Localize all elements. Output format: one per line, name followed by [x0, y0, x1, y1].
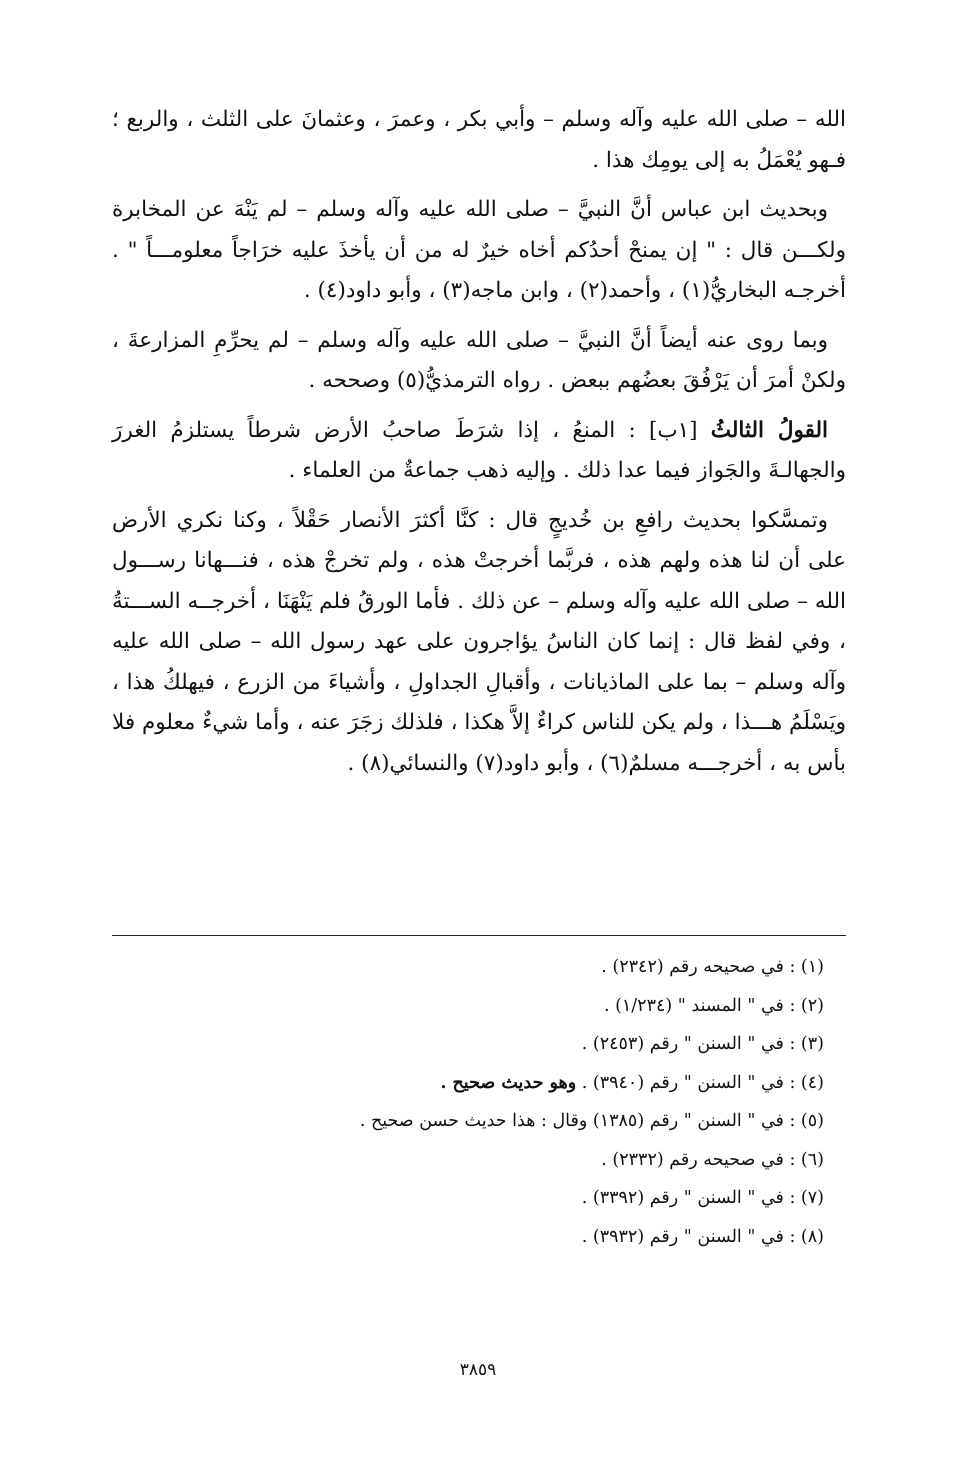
- footnotes: [112, 948, 846, 1256]
- footnote: (٢) : في " المسند " (١/٢٣٤) .: [603, 995, 824, 1016]
- footnote: (٧) : في " السنن " رقم (٣٣٩٢) .: [581, 1188, 824, 1208]
- paragraph-body: : المنعُ ، إذا شرَطَ صاحبُ الأرض شرطاً يستلزمُ الغررَ والجهالـةَ والجَواز فيما عدا ذلك . وإليه ذهب جماعةٌ من العلماء .: [112, 417, 846, 483]
- paragraph: وبحديث ابن عباس أنَّ النبيَّ – صلى الله عليه وآله وسلم – لم يَنْهَ عن المخابرة ولكـــن قال : " إن يمنحْ أحدُكم أخاه خيرٌ له من أن يأخذَ عليه خرَاجاً معلومـــاً " . أخرجـه البخاريُّ(١) ، وأحمد(٢) ، وابن ماجه(٣) ، وأبو داود(٤) .: [112, 197, 846, 303]
- main-text: [112, 100, 846, 793]
- paragraph: الله – صلى الله عليه وآله وسلم – وأبي بكر ، وعمرَ ، وعثمانَ على الثلث ، والربع ؛ فـهو يُعْمَلُ به إلى يومِك هذا .: [112, 107, 846, 173]
- footnote: [112, 1064, 846, 1103]
- manuscript-folio-ref: [١ب]: [648, 417, 698, 443]
- footnote-grading: وهو حديث صحيح .: [440, 1072, 577, 1093]
- page-number: ٣٨٥٩: [459, 1360, 497, 1380]
- footnote: (١) : في صحيحه رقم (٢٣٤٢) .: [601, 957, 824, 977]
- footnote: (٣) : في " السنن " رقم (٢٤٥٣) .: [581, 1034, 824, 1054]
- paragraph: وتمسَّكوا بحديث رافعِ بن خُديجٍ قال : كنَّا أكثرَ الأنصار حَقْلاً ، وكنا نكري الأرض على أن لنا هذه ولهم هذه ، فربَّما أخرجتْ هذه ، ولم تخرجْ هذه ، فنـــهانا رســـول الله – صلى الله عليه وآله وسلم – عن ذلك . فأما الورقُ فلم يَنْهَنَا ، أخرجــه الســـتةُ ، وفي لفظ قال : إنما كان الناسُ يؤاجرون على عهد رسول الله – صلى الله عليه وآله وسلم – بما على الماذيانات ، وأقبالِ الجداولِ ، وأشياءَ من الزرع ، فيهلكُ هذا ، ويَسْلَمُ هـــذا ، ولم يكن للناس كراءٌ إلاَّ هكذا ، فلذلك زجَرَ عنه ، وأما شيءٌ معلوم فلا بأس به ، أخرجـــه مسلمٌ(٦) ، وأبو داود(٧) والنسائي(٨) .: [112, 507, 846, 776]
- footnote: (٦) : في صحيحه رقم (٢٣٣٢) .: [601, 1149, 824, 1170]
- footnote: (٥) : في " السنن " رقم (١٣٨٥) وقال : هذا حديث حسن صحيح .: [359, 1111, 824, 1131]
- paragraph: وبما روى عنه أيضاً أنَّ النبيَّ – صلى الله عليه وآله وسلم – لم يحرِّمِ المزارعةَ ، ولكنْ أمرَ أن يَرْفُقَ بعضُهم ببعض . رواه الترمذيُّ(٥) وصححه .: [112, 327, 846, 393]
- paragraph: [112, 411, 846, 492]
- section-heading: القولُ الثالثُ: [710, 417, 828, 443]
- footnote-divider: [112, 935, 846, 936]
- footnote: (٨) : في " السنن " رقم (٣٩٣٢) .: [581, 1226, 824, 1247]
- footnote-text: (٤) : في " السنن " رقم (٣٩٤٠) .: [581, 1072, 824, 1093]
